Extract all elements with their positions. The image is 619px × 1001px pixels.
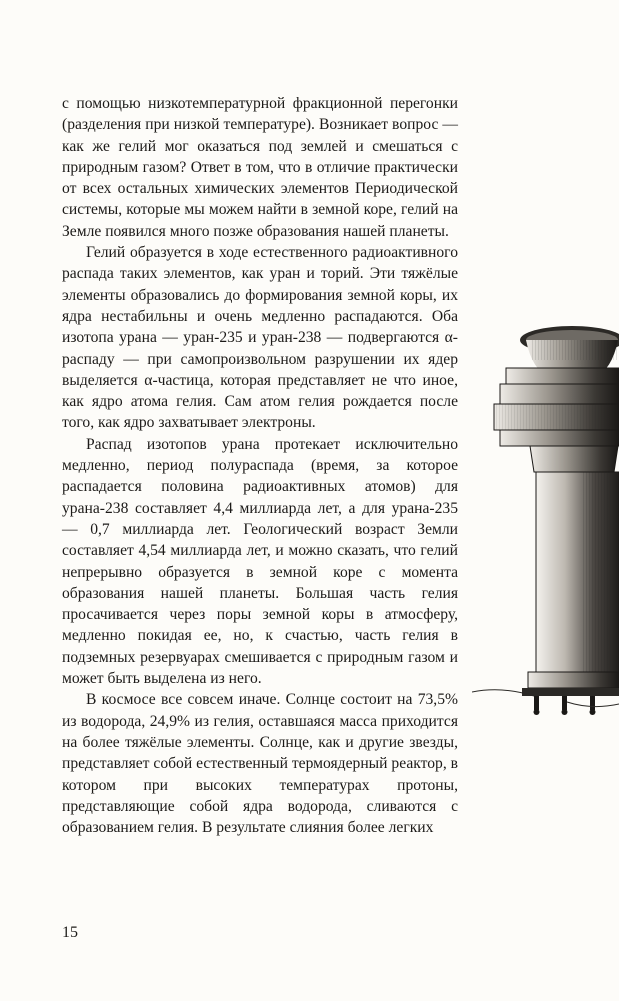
paragraph-2: Гелий образуется в ходе естественного радиоактивного распада таких элементов, как уран и торий. Эти тяжёлые элементы образовались до формирования земной коры, их ядра нестабильны и очень медленно распадаются. Оба изотопа урана — уран-235 и уран-238 — подвергаются α-распаду — при самопроизвольном разрушении их ядер выделяется α-частица, которая представляет не что иное, как ядро атома гелия. Сам атом гелия рождается после того, как ядро захватывает электроны. [62, 244, 458, 432]
paragraph-3: Распад изотопов урана протекает исключительно медленно, период полураспада (время, за которое распадается половина радиоактивных атомов) для урана-238 составляет 4,4 миллиарда лет, а для урана-235 — 0,7 миллиарда лет. Геологический возраст Земли составляет 4,54 миллиарда лет, и можно сказать, что гелий непрерывно образуется в земной коре с момента образования нашей планеты. Большая часть гелия просачивается через поры земной коры в атмосферу, медленно покидая ее, но, к счастью, часть гелия в подземных резервуарах смешивается с природным газом и может быть выделена из него. [62, 435, 458, 688]
main-text [62, 93, 458, 838]
paragraph-4: В космосе все совсем иначе. Солнце состоит на 73,5% из водорода, 24,9% из гелия, оставшаяся масса приходится на более тяжёлые элементы. Солнце, как и другие звезды, представляет собой естественный термоядерный реактор, в котором при высоких температурах протоны, представляющие собой ядра водорода, сливаются с образованием гелия. В результате слияния более легких [62, 691, 458, 837]
paragraph-1: с помощью низкотемпературной фракционной перегонки (разделения при низкой температуре). Возникает вопрос — как же гелий мог оказаться под землей и смешаться с природным газом? Ответ в том, что в отличие практически от всех остальных химических элементов Периодической системы, которые мы можем найти в земной коре, гелий на Земле появился много позже образования нашей планеты. [62, 95, 458, 240]
page-number: 15 [62, 924, 78, 941]
engraving-apparatus-illustration [472, 300, 619, 730]
